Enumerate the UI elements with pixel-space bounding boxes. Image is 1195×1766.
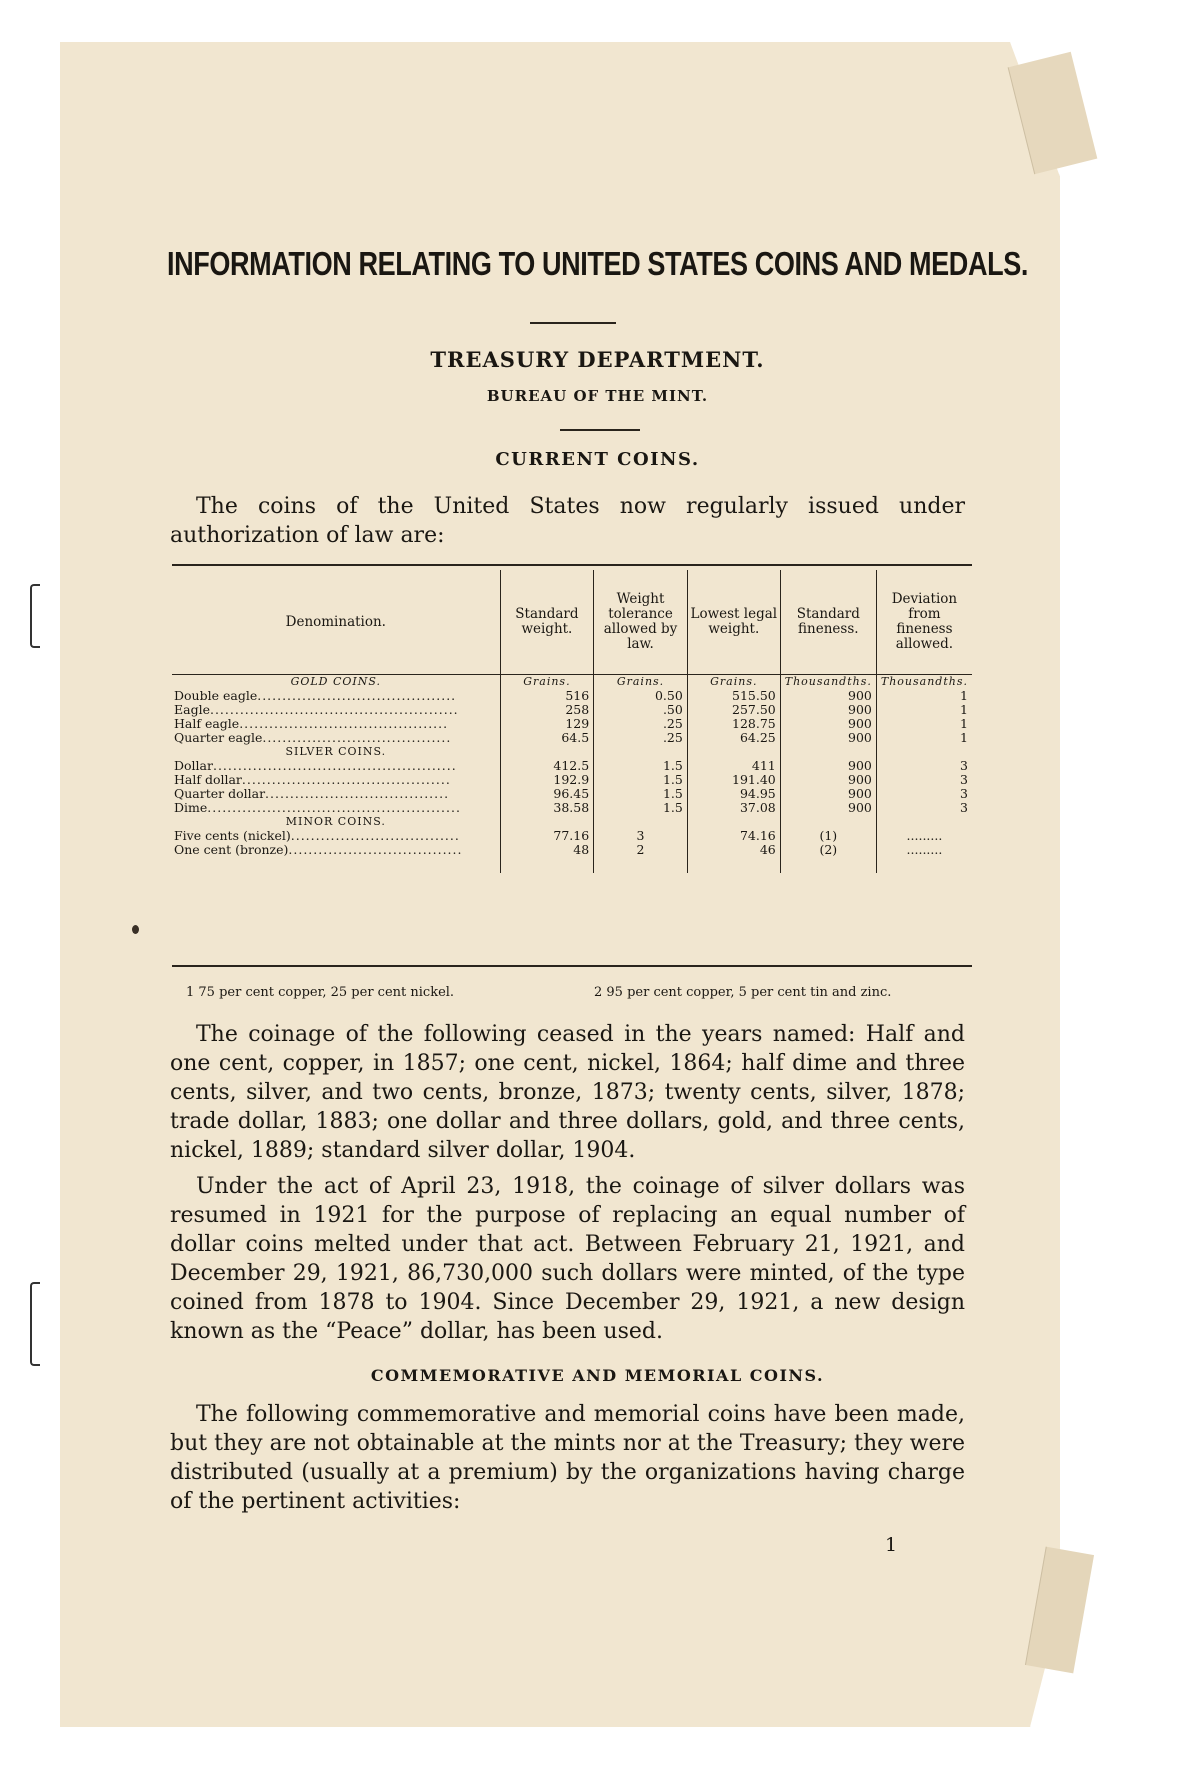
table-row: Quarter eagle...................................... 64.5 .25 64.25 900 1 — [174, 730, 968, 745]
section-rule — [560, 429, 640, 431]
table-row: Five cents (nickel).................................. 77.16 3 74.16 (1) ......... — [174, 828, 943, 843]
header-deviation-fineness: Deviation from fineness allowed. — [876, 570, 972, 675]
page-number: 1 — [885, 1534, 898, 1556]
unit-label: Grains. — [687, 675, 780, 690]
staple-mark — [30, 1282, 40, 1366]
footnote-1: 1 75 per cent copper, 25 per cent nickel. — [186, 985, 455, 1000]
document-title: INFORMATION RELATING TO UNITED STATES COINS AND MEDALS. — [167, 245, 1028, 282]
title-rule — [530, 322, 616, 324]
intro-paragraph: The coins of the United States now regularly issued under authorization of law are: — [170, 494, 965, 548]
group-label: SILVER COINS. — [172, 745, 500, 759]
table-top-rule — [172, 564, 972, 566]
table-bottom-rule — [172, 965, 972, 967]
group-row — [172, 815, 972, 829]
header-weight-tolerance: Weight tolerance allowed by law. — [594, 570, 688, 675]
header-standard-fineness: Standard fineness. — [780, 570, 876, 675]
table-row: Dollar................................................. 412.5 1.5 411 900 3 — [174, 758, 968, 773]
unit-label: Grains. — [500, 675, 594, 690]
table-spacer-row — [172, 857, 972, 873]
header-lowest-legal-weight: Lowest legal weight. — [687, 570, 780, 675]
footnote-2: 2 95 per cent copper, 5 per cent tin and zinc. — [594, 985, 892, 1000]
table-row: Dime................................................... 38.58 1.5 37.08 900 3 — [174, 800, 968, 815]
group-row — [172, 745, 972, 759]
table-row: Eagle.................................................. 258 .50 257.50 900 1 — [174, 702, 968, 717]
unit-label: Thousandths. — [880, 675, 968, 688]
table-header-row — [172, 570, 972, 675]
group-label: GOLD COINS. — [172, 675, 500, 690]
table-row: One cent (bronze)................................... 48 2 46 (2) ......... — [174, 842, 943, 857]
group-label: MINOR COINS. — [172, 815, 500, 829]
act-of-1918-paragraph: Under the act of April 23, 1918, the coinage of silver dollars was resumed in 1921 for the purpose of replacing an equal number of dollar coins melted under that act. Between February 21, 1921, and December 29, 1921, 86,730,000 such dollars were minted, of the type coined from 1878 to 1904. Since December 29, 1921, a new design known as the “Peace” dollar, has been used. — [170, 1174, 965, 1344]
table-row: Double eagle........................................ 516 0.50 515.50 900 1 — [174, 688, 968, 703]
commemorative-paragraph: The following commemorative and memorial coins have been made, but they are not obtainable at the mints nor at the Treasury; they were distributed (usually at a premium) by the organizations having charge of the pertinent activities: — [170, 1402, 965, 1514]
table-row: Half dollar.......................................... 192.9 1.5 191.40 900 3 — [174, 772, 968, 787]
unit-label: Thousandths. — [780, 675, 876, 690]
bureau-heading: BUREAU OF THE MINT. — [486, 387, 709, 405]
department-heading: TREASURY DEPARTMENT. — [430, 347, 765, 372]
staple-mark — [30, 584, 40, 648]
units-row — [172, 675, 972, 690]
unit-label: Grains. — [594, 675, 688, 690]
commemorative-heading: COMMEMORATIVE AND MEMORIAL COINS. — [370, 1366, 825, 1385]
header-standard-weight: Standard weight. — [500, 570, 594, 675]
coinage-ceased-paragraph: The coinage of the following ceased in the years named: Half and one cent, copper, in 1857; one cent, nickel, 1864; half dime and three cents, silver, and two cents, bronze, 1873; twenty cents, silver, 1878; trade dollar, 1883; one dollar and three dollars, gold, and three cents, nickel, 1889; standard silver dollar, 1904. — [170, 1022, 965, 1163]
table-row: Half eagle.......................................... 129 .25 128.75 900 1 — [174, 716, 968, 731]
header-denomination: Denomination. — [172, 570, 500, 675]
coin-specifications-table — [172, 570, 972, 873]
punch-hole — [132, 925, 139, 934]
current-coins-heading: CURRENT COINS. — [495, 449, 700, 470]
table-row: Quarter dollar..................................... 96.45 1.5 94.95 900 3 — [174, 786, 968, 801]
